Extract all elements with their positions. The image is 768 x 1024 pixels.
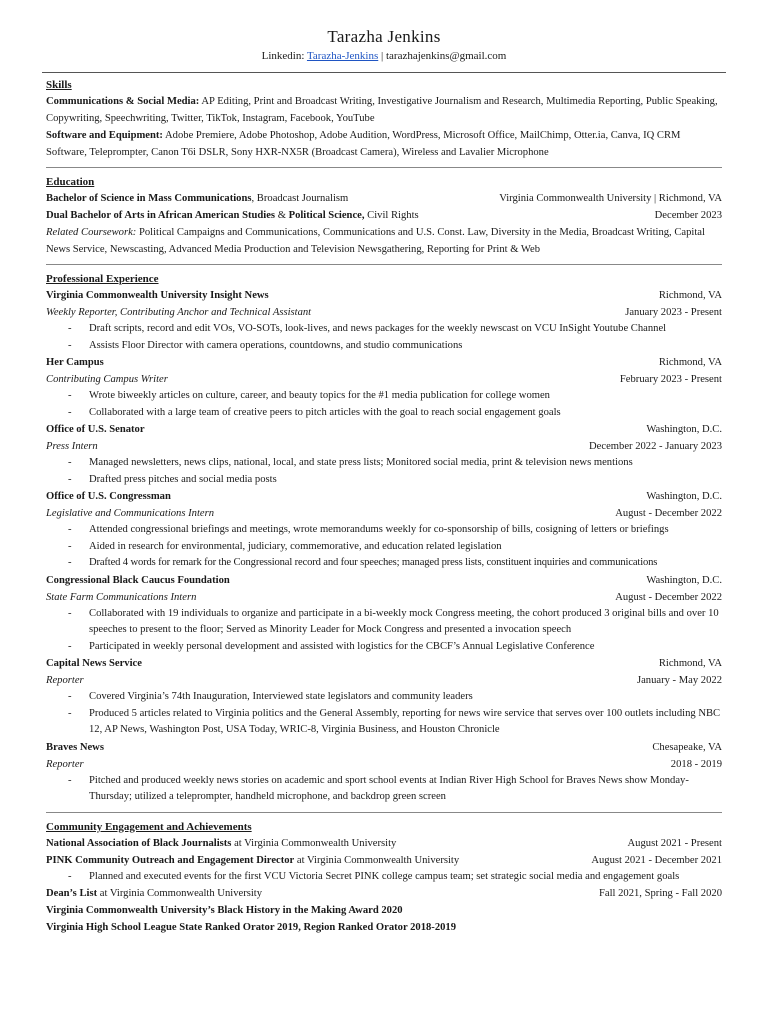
job-location: Washington, D.C. [646, 424, 722, 435]
job-bullet: - Produced 5 articles related to Virginia politics and the General Assembly, reporting for news wire service that serves over 100 outlets including NBC 12, AP News, Washington Post, USA Today, WRIC-8, Virginia Business, and Houston Chronicle [46, 706, 722, 739]
degree-2-focus: Civil Rights [364, 210, 419, 221]
experience-title: Professional Experience [46, 273, 159, 285]
contact-separator: | [381, 50, 384, 62]
job-role: Contributing Campus Writer [46, 374, 168, 385]
job-bullet: - Attended congressional briefings and meetings, wrote memorandums weekly for co-sponsorship of bills, cosigning of letters or briefings [46, 522, 722, 539]
job-location: Washington, D.C. [646, 574, 722, 586]
job-bullet: - Managed newsletters, news clips, national, local, and state press lists; Monitored social media, print & television news mentions [46, 455, 722, 472]
job-location: Richmond, VA [658, 658, 722, 669]
deans-list [46, 885, 722, 902]
job-entry [46, 354, 722, 421]
job-role: Legislative and Communications Intern [46, 508, 215, 519]
award-text: Virginia Commonwealth University’s Black History in the Making Award 2020 [46, 905, 403, 916]
job-bullet: - Draft scripts, record and edit VOs, VO-SOTs, look-lives, and news packages for the weekly newscast on VCU InSight Youtube Channel [46, 321, 722, 338]
email-address: tarazhajenkins@gmail.com [385, 50, 507, 62]
skills-soft-text: Adobe Premiere, Adobe Photoshop, Adobe Audition, WordPress, Microsoft Office, MailChimp, Otter.ia, Canva, IQ CRM Software, Teleprompter, Canon T6i DSLR, Sony HXR-NX5R (Broadcast Camera), Wireless and Lavalier Microphone [46, 130, 681, 158]
job-role: State Farm Communications Intern [46, 591, 197, 603]
job-dates: 2018 - 2019 [670, 758, 722, 770]
coursework-label: Related Coursework: [46, 227, 137, 238]
resume-name: Tarazha Jenkins [327, 27, 441, 46]
degree-2-amp: & [275, 210, 289, 221]
degree-2-name-a: Dual Bachelor of Arts in African American Studies [46, 210, 276, 221]
degree-1-major: , Broadcast Journalism [251, 193, 349, 204]
job-dates: January - May 2022 [636, 675, 722, 686]
skills-title: Skills [46, 79, 72, 91]
header-divider [42, 72, 726, 73]
job-location: Washington, D.C. [646, 491, 722, 502]
education-divider [46, 264, 722, 265]
education-degree-2 [46, 207, 722, 224]
job-bullet: - Wrote biweekly articles on culture, career, and beauty topics for the #1 media publication for college women [46, 388, 722, 405]
job-entry [46, 739, 722, 806]
related-coursework [46, 224, 722, 258]
community-dates: August 2021 - December 2021 [591, 854, 722, 866]
experience-divider [46, 812, 722, 813]
skills-comm-text: AP Editing, Print and Broadcast Writing, Investigative Journalism and Research, Multimedia Reporting, Public Speaking, Copywriting, Speechwriting, Twitter, TikTok, Instagram, Facebook, YouTube [46, 96, 718, 124]
job-location: Richmond, VA [658, 290, 722, 301]
community-item [46, 835, 722, 852]
award-item [46, 919, 722, 936]
community-bullet: - Planned and executed events for the first VCU Victoria Secret PINK college campus team; set strategic social media and engagement goals [46, 869, 722, 886]
education-degree-1 [46, 190, 722, 207]
community-place: at Virginia Commonwealth University [294, 854, 460, 866]
job-dates: August - December 2022 [615, 591, 722, 603]
community-title: Community Engagement and Achievements [46, 820, 252, 833]
job-entry [46, 572, 722, 656]
skills-soft-label: Software and Equipment: [46, 130, 163, 141]
job-role: Reporter [46, 675, 84, 686]
job-org: Capital News Service [46, 658, 142, 669]
job-org: Virginia Commonwealth University Insight News [46, 290, 269, 301]
job-dates: December 2022 - January 2023 [589, 441, 722, 452]
community-org: PINK Community Outreach and Engagement Director [46, 854, 295, 866]
job-entry [46, 655, 722, 739]
job-org: Congressional Black Caucus Foundation [46, 574, 230, 586]
deans-list-label: Dean’s List [46, 888, 98, 899]
job-bullet: - Drafted 4 words for remark for the Congressional record and four speeches; managed press lists, constituent inquiries and communications [46, 555, 722, 572]
job-bullet: - Assists Floor Director with camera operations, countdowns, and studio communications [46, 338, 722, 355]
job-bullet: - Collaborated with 19 individuals to organize and participate in a bi-weekly mock Congress meeting, the cohort produced 3 original bills and over 10 speeches to present to the floor; Served as Minority Leader for Mock Congress and presented a invocation speech [46, 606, 722, 639]
job-org: Office of U.S. Senator [46, 424, 145, 435]
skills-divider [46, 167, 722, 168]
community-org: National Association of Black Journalists [46, 837, 232, 849]
job-bullet: - Covered Virginia’s 74th Inauguration, Interviewed state legislators and community leaders [46, 689, 722, 706]
job-entry [46, 287, 722, 354]
job-entry [46, 488, 722, 572]
job-dates: February 2023 - Present [619, 374, 722, 385]
job-dates: January 2023 - Present [625, 307, 722, 318]
skills-comm-label: Communications & Social Media: [46, 96, 200, 107]
education-title: Education [46, 176, 95, 188]
job-entry [46, 421, 722, 488]
linkedin-label: Linkedin: [261, 50, 305, 62]
deans-list-place: at Virginia Commonwealth University [97, 888, 263, 899]
linkedin-link[interactable]: Tarazha-Jenkins [306, 50, 379, 62]
job-bullet: - Collaborated with a large team of creative peers to pitch articles with the goal to reach social engagement goals [46, 405, 722, 422]
job-role: Reporter [46, 758, 84, 770]
resume-page [46, 26, 722, 936]
award-item [46, 902, 722, 919]
degree-1-school: Virginia Commonwealth University | Richmond, VA [499, 193, 722, 204]
skills-communications [46, 93, 722, 127]
job-bullet: - Drafted press pitches and social media posts [46, 472, 722, 489]
deans-list-dates: Fall 2021, Spring - Fall 2020 [598, 888, 722, 899]
job-role: Press Intern [46, 441, 98, 452]
contact-line [46, 48, 722, 64]
award-text: Virginia High School League State Ranked Orator 2019, Region Ranked Orator 2018-2019 [46, 922, 457, 933]
degree-2-date: December 2023 [654, 210, 722, 221]
degree-2-name-b: Political Science, [288, 210, 365, 221]
job-dates: August - December 2022 [615, 508, 722, 519]
job-bullet: - Aided in research for environmental, judiciary, commemorative, and education related legislation [46, 539, 722, 556]
job-location: Richmond, VA [658, 357, 722, 368]
community-item [46, 852, 722, 869]
job-location: Chesapeake, VA [652, 741, 722, 753]
job-role: Weekly Reporter, Contributing Anchor and Technical Assistant [46, 307, 312, 318]
coursework-text: Political Campaigns and Communications, Communications and U.S. Const. Law, Diversity in the Media, Broadcast Writing, Capital News Service, Newscasting, Advanced Media Production and Television Newsgathering, Reporting for Print & Web [46, 227, 705, 255]
job-org: Office of U.S. Congressman [46, 491, 171, 502]
degree-1-name: Bachelor of Science in Mass Communications [46, 193, 252, 204]
community-dates: August 2021 - Present [627, 837, 722, 849]
community-place: at Virginia Commonwealth University [231, 837, 397, 849]
job-org: Braves News [46, 741, 104, 753]
skills-software [46, 127, 722, 161]
job-org: Her Campus [46, 357, 104, 368]
job-bullet: - Pitched and produced weekly news stories on academic and sport school events at Indian River High School for Braves News show Monday-Thursday; utilized a teleprompter, handheld microphone, and backdrop green screen [46, 773, 722, 806]
job-bullet: - Participated in weekly personal development and assisted with logistics for the CBCF’s Annual Legislative Conference [46, 639, 722, 656]
